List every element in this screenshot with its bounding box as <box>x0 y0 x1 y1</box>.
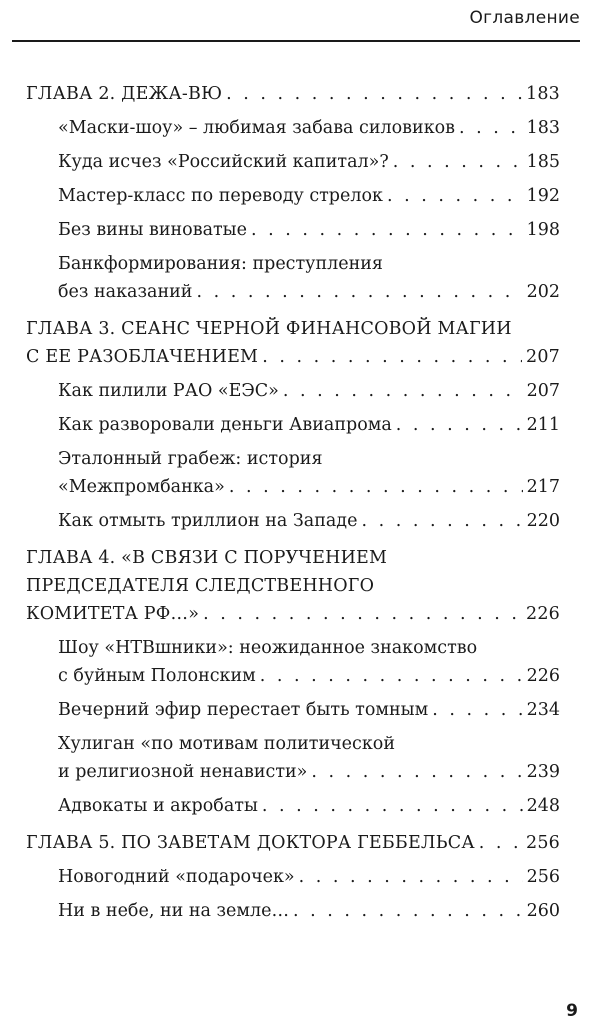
toc-page-number: 220 <box>526 511 560 531</box>
dot-leader <box>479 829 522 857</box>
dot-leader <box>262 792 523 820</box>
toc-title-line: ГЛАВА 2. ДЕЖА-ВЮ <box>26 84 223 104</box>
dot-leader <box>262 343 522 371</box>
toc-title-line: Ни в небе, ни на земле… <box>58 901 289 921</box>
toc-section <box>58 634 560 690</box>
running-header <box>12 0 580 42</box>
toc-title-line: с буйным Полонским <box>58 666 256 686</box>
toc-title-line: ГЛАВА 3. СЕАНС ЧЕРНОЙ ФИНАНСОВОЙ МАГИИ <box>26 319 512 339</box>
toc-title-line: ГЛАВА 4. «В СВЯЗИ С ПОРУЧЕНИЕМ <box>26 548 388 568</box>
toc-chapter <box>26 544 560 628</box>
toc-entry-row <box>58 507 560 535</box>
toc-title-line: Без вины виноватые <box>58 220 247 240</box>
toc-page-number: 260 <box>526 901 560 921</box>
toc-chapter <box>26 829 560 857</box>
toc-chapter <box>26 315 560 371</box>
toc-title-line: Как разворовали деньги Авиапрома <box>58 415 392 435</box>
dot-leader <box>299 863 523 891</box>
toc-page-number: 211 <box>526 415 560 435</box>
toc-title-line: КОМИТЕТА РФ…» <box>26 604 200 624</box>
toc-entry-row <box>58 182 560 210</box>
toc-page-number: 226 <box>526 666 560 686</box>
toc-entry-row <box>58 411 560 439</box>
dot-leader <box>283 377 523 405</box>
page-number: 9 <box>566 1001 578 1021</box>
toc-entry-row <box>58 897 560 925</box>
toc-page-number: 183 <box>526 118 560 138</box>
toc-title-line: «Межпромбанка» <box>58 477 225 497</box>
dot-leader <box>293 897 523 925</box>
toc-title-line: ГЛАВА 5. ПО ЗАВЕТАМ ДОКТОРА ГЕББЕЛЬСА <box>26 833 475 853</box>
toc-page-number: 256 <box>526 867 560 887</box>
toc-title-line: С ЕЕ РАЗОБЛАЧЕНИЕМ <box>26 347 259 367</box>
toc-page-number: 217 <box>526 477 560 497</box>
dot-leader <box>387 182 523 210</box>
toc-title-line: Шоу «НТВшники»: неожиданное знакомство <box>58 638 478 658</box>
toc-title-line: без наказаний <box>58 282 193 302</box>
toc-page-number: 207 <box>526 381 560 401</box>
toc-entry-row <box>58 278 560 306</box>
dot-leader <box>260 662 523 690</box>
toc-entry-row <box>26 343 560 371</box>
toc-entry-row <box>58 662 560 690</box>
toc-title-line: «Маски-шоу» – любимая забава силовиков <box>58 118 456 138</box>
toc-title-line: ПРЕДСЕДАТЕЛЯ СЛЕДСТВЕННОГО <box>26 576 375 596</box>
toc-section <box>58 114 560 142</box>
dot-leader <box>196 278 522 306</box>
toc-chapter <box>26 80 560 108</box>
toc-page-number: 202 <box>526 282 560 302</box>
toc-entry-row <box>58 377 560 405</box>
toc-page-number: 198 <box>526 220 560 240</box>
toc-section <box>58 897 560 925</box>
toc-entry-row <box>58 863 560 891</box>
toc-title-line: и религиозной ненависти» <box>58 762 308 782</box>
toc-section <box>58 411 560 439</box>
toc-title-line: Куда исчез «Российский капитал»? <box>58 152 389 172</box>
dot-leader <box>203 600 522 628</box>
dot-leader <box>396 411 523 439</box>
dot-leader <box>361 507 522 535</box>
toc-page-number: 207 <box>525 347 560 367</box>
toc-section <box>58 507 560 535</box>
toc-section <box>58 377 560 405</box>
toc-title-line: Как пилили РАО «ЕЭС» <box>58 381 279 401</box>
toc-section <box>58 148 560 176</box>
toc-page-number: 256 <box>525 833 560 853</box>
dot-leader <box>432 696 522 724</box>
toc-page-number: 226 <box>525 604 560 624</box>
toc-page-number: 234 <box>526 700 560 720</box>
toc-page-number: 192 <box>526 186 560 206</box>
toc-entry-row <box>26 600 560 628</box>
toc-page-number: 183 <box>525 84 560 104</box>
toc-entry-row <box>58 148 560 176</box>
toc-page-number: 248 <box>526 796 560 816</box>
toc-entry-row <box>58 114 560 142</box>
toc-entry-row <box>58 792 560 820</box>
toc-section <box>58 792 560 820</box>
dot-leader <box>251 216 523 244</box>
toc-title-line: Вечерний эфир перестает быть томным <box>58 700 429 720</box>
toc-section <box>58 696 560 724</box>
toc-title-line: Банкформирования: преступления <box>58 254 383 274</box>
toc-section <box>58 445 560 501</box>
toc-title-line: Адвокаты и акробаты <box>58 796 258 816</box>
toc-section <box>58 216 560 244</box>
toc-entry-row <box>26 80 560 108</box>
dot-leader <box>393 148 523 176</box>
header-title: Оглавление <box>469 8 580 28</box>
toc-entry-row <box>58 473 560 501</box>
dot-leader <box>229 473 523 501</box>
toc-entry-row <box>58 696 560 724</box>
toc-title-line: Мастер-класс по переводу стрелок <box>58 186 383 206</box>
toc-page-number: 185 <box>526 152 560 172</box>
toc-title-line: Новогодний «подарочек» <box>58 867 295 887</box>
toc-entry-row <box>26 829 560 857</box>
toc-title-line: Хулиган «по мотивам политической <box>58 734 395 754</box>
toc-section <box>58 250 560 306</box>
toc-entry-row <box>58 758 560 786</box>
toc-section <box>58 182 560 210</box>
table-of-contents <box>0 80 596 925</box>
toc-section <box>58 863 560 891</box>
dot-leader <box>311 758 522 786</box>
toc-page-number: 239 <box>526 762 560 782</box>
dot-leader <box>226 80 522 108</box>
dot-leader <box>459 114 523 142</box>
toc-section <box>58 730 560 786</box>
toc-title-line: Как отмыть триллион на Западе <box>58 511 358 531</box>
toc-title-line: Эталонный грабеж: история <box>58 449 323 469</box>
toc-entry-row <box>58 216 560 244</box>
